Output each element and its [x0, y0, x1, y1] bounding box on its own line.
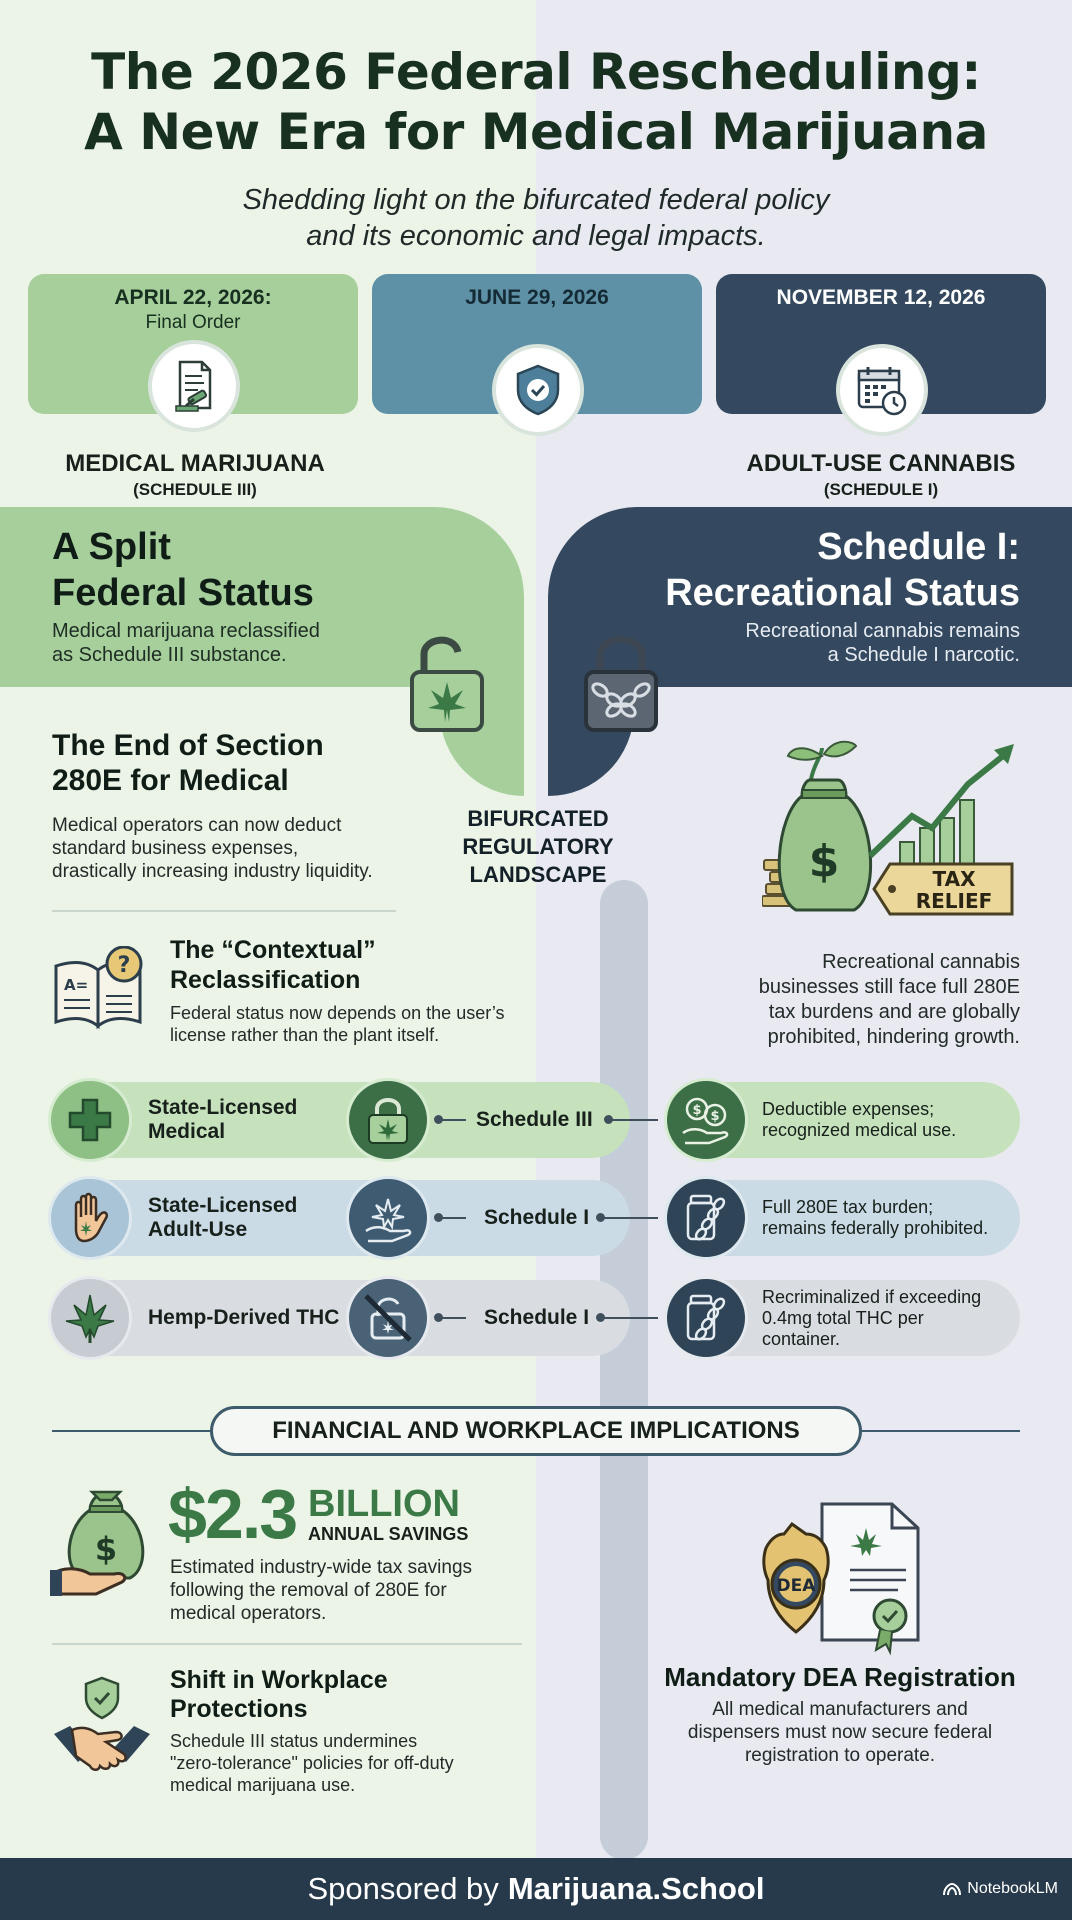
desc-line: Full 280E tax burden;	[762, 1197, 934, 1217]
label-line: Adult-Use	[148, 1218, 248, 1241]
section-280e-text	[52, 814, 373, 883]
contextual-heading	[170, 935, 376, 995]
shield-check-icon	[492, 344, 584, 436]
text-line: businesses still face full 280E	[758, 976, 1020, 998]
adult-schedule: (SCHEDULE I)	[823, 480, 939, 499]
savings-unit: BILLION	[308, 1483, 460, 1525]
timeline-date: APRIL 22, 2026:	[114, 286, 272, 309]
dea-badge-certificate-icon	[758, 1500, 928, 1665]
open-padlock-leaf-icon	[406, 628, 488, 741]
notebooklm-watermark	[942, 1858, 1058, 1920]
medical-label: MEDICAL MARIJUANA	[65, 450, 325, 477]
schedule-one-text	[745, 619, 1020, 667]
sponsor-prefix: Sponsored by	[307, 1871, 499, 1906]
recreational-burden-text	[700, 950, 1020, 1050]
money-bag-hand-icon	[50, 1486, 154, 1603]
adult-category-label	[720, 450, 1042, 500]
row-label	[148, 1280, 339, 1356]
adult-label: ADULT-USE CANNABIS	[746, 450, 1016, 477]
label-line: State-Licensed	[148, 1096, 298, 1119]
desc-line: container.	[762, 1328, 841, 1349]
financial-section-heading: FINANCIAL AND WORKPLACE IMPLICATIONS	[210, 1406, 862, 1456]
chained-bottle-icon	[664, 1276, 748, 1360]
text-line: Recreational cannabis	[822, 951, 1020, 973]
heading-line: Schedule I:	[817, 526, 1020, 568]
medical-category-label	[40, 450, 350, 500]
schedule-one-heading	[665, 524, 1020, 616]
text-line: tax burdens and are globally	[768, 1001, 1020, 1023]
timeline-subtext: Final Order	[145, 312, 241, 333]
text-line: Federal status now depends on the user’s	[170, 1003, 505, 1023]
text-line: a Schedule I narcotic.	[827, 644, 1020, 666]
svg-text:$: $	[710, 1109, 720, 1124]
hand-holding-leaf-icon	[346, 1176, 430, 1260]
text-line: as Schedule III substance.	[52, 644, 287, 666]
connector-dot	[596, 1213, 605, 1222]
timeline-card-april	[28, 274, 358, 414]
row-state-licensed-adult-use	[52, 1180, 1020, 1256]
sponsor-footer	[0, 1858, 1072, 1920]
book-label: A=	[64, 976, 89, 994]
chained-bottle-icon	[664, 1176, 748, 1260]
row-label	[148, 1082, 297, 1158]
label-line: State-Licensed	[148, 1194, 298, 1217]
title-line-1: The 2026 Federal Rescheduling:	[91, 43, 981, 101]
gavel-document-icon	[148, 340, 240, 432]
desc-line: recognized medical use.	[762, 1120, 957, 1140]
tax-relief-tag-line-1: TAX	[932, 867, 976, 891]
row-schedule: Schedule I	[484, 1206, 590, 1229]
row-hemp-derived-thc	[52, 1280, 1020, 1356]
savings-amount: $2.3	[168, 1475, 297, 1553]
tax-relief-tag-line-2: RELIEF	[915, 889, 993, 913]
hand-leaf-icon	[48, 1176, 132, 1260]
heading-line: Federal Status	[52, 572, 314, 614]
heading-line: 280E for Medical	[52, 764, 289, 797]
split-status-heading	[52, 524, 314, 616]
label-line: LANDSCAPE	[469, 862, 607, 887]
row-description	[762, 1180, 1012, 1256]
heading-line: Protections	[170, 1695, 308, 1723]
open-book-question-icon	[50, 946, 150, 1037]
text-line: dispensers must now secure federal	[687, 1722, 993, 1743]
section-280e-heading	[52, 728, 324, 798]
row-state-licensed-medical	[52, 1082, 1020, 1158]
svg-text:?: ?	[117, 953, 131, 978]
medical-cross-icon	[48, 1078, 132, 1162]
dea-badge-text: DEA	[776, 1576, 816, 1596]
sponsor-link[interactable]: Marijuana.School	[507, 1871, 765, 1906]
dea-heading: Mandatory DEA Registration	[664, 1662, 1016, 1692]
timeline-card-june	[372, 274, 702, 414]
text-line: standard business expenses,	[52, 838, 299, 859]
text-line: drastically increasing industry liquidity.	[52, 861, 373, 882]
row-schedule: Schedule I	[484, 1306, 590, 1329]
locked-leaf-icon	[346, 1078, 430, 1162]
desc-line: remains federally prohibited.	[762, 1218, 989, 1238]
text-line: All medical manufacturers and	[712, 1699, 968, 1720]
bifurcated-landscape-label	[440, 805, 636, 889]
text-line: following the removal of 280E for	[170, 1580, 447, 1601]
text-line: medical marijuana use.	[170, 1775, 356, 1795]
connector-dot	[434, 1115, 443, 1124]
desc-line: Deductible expenses;	[762, 1099, 935, 1119]
text-line: Recreational cannabis remains	[745, 620, 1020, 642]
text-line: medical operators.	[170, 1603, 327, 1624]
medical-schedule: (SCHEDULE III)	[133, 480, 257, 499]
text-line: Schedule III status undermines	[170, 1731, 418, 1751]
workplace-heading	[170, 1666, 388, 1724]
svg-text:$: $	[692, 1103, 702, 1118]
connector-dot	[604, 1115, 613, 1124]
connector-line	[608, 1119, 658, 1121]
tax-relief-illustration	[762, 736, 1024, 927]
subtitle-line-1: Shedding light on the bifurcated federal policy	[242, 184, 830, 216]
savings-text	[170, 1556, 472, 1625]
handshake-shield-icon	[50, 1674, 154, 1783]
heading-line: The “Contextual”	[170, 936, 376, 964]
heading-line: Shift in Workplace	[170, 1666, 388, 1694]
connector-dot	[434, 1313, 443, 1322]
svg-text:$: $	[94, 1530, 118, 1568]
svg-text:$: $	[808, 836, 840, 887]
contextual-text	[170, 1002, 505, 1046]
watermark-text: NotebookLM	[967, 1880, 1058, 1897]
coins-hand-icon	[664, 1078, 748, 1162]
text-line: Estimated industry-wide tax savings	[170, 1557, 473, 1578]
label-line: Medical	[148, 1120, 226, 1143]
page-subtitle	[0, 182, 1072, 254]
title-line-2: A New Era for Medical Marijuana	[84, 103, 988, 161]
savings-label: ANNUAL SAVINGS	[308, 1524, 469, 1544]
text-line: registration to operate.	[744, 1745, 936, 1766]
timeline-date: NOVEMBER 12, 2026	[776, 286, 986, 309]
desc-line: 0.4mg total THC per	[762, 1307, 924, 1328]
text-line: license rather than the plant itself.	[170, 1025, 440, 1045]
connector-line	[600, 1217, 658, 1219]
page-title	[0, 42, 1072, 162]
heading-line: Recreational Status	[665, 572, 1020, 614]
sponsor-text	[0, 1858, 1072, 1920]
row-schedule: Schedule III	[476, 1108, 593, 1131]
label-line: Hemp-Derived THC	[148, 1306, 340, 1329]
workplace-text	[170, 1730, 454, 1796]
section-divider	[52, 910, 396, 912]
notebooklm-logo-icon	[942, 1882, 962, 1896]
timeline-card-november	[716, 274, 1046, 414]
label-line: BIFURCATED	[467, 806, 609, 831]
heading-line: The End of Section	[52, 729, 324, 762]
text-line: prohibited, hindering growth.	[767, 1026, 1020, 1048]
label-line: REGULATORY	[462, 834, 614, 859]
subtitle-line-2: and its economic and legal impacts.	[306, 220, 766, 252]
connector-line	[600, 1317, 658, 1319]
text-line: Medical operators can now deduct	[52, 815, 342, 836]
row-description	[762, 1280, 1012, 1356]
dea-text	[640, 1698, 1040, 1767]
heading-line: A Split	[52, 526, 171, 568]
desc-line: Recriminalized if exceeding	[762, 1286, 982, 1307]
hemp-leaf-icon	[48, 1276, 132, 1360]
split-status-text	[52, 619, 320, 667]
connector-dot	[434, 1213, 443, 1222]
text-line: "zero-tolerance" policies for off-duty	[170, 1753, 454, 1773]
row-description	[762, 1082, 1012, 1158]
connector-dot	[596, 1313, 605, 1322]
heading-line: Reclassification	[170, 966, 361, 994]
text-line: Medical marijuana reclassified	[52, 620, 320, 642]
prohibited-lock-icon	[346, 1276, 430, 1360]
chained-padlock-icon	[580, 628, 662, 741]
timeline-date: JUNE 29, 2026	[465, 286, 609, 309]
calendar-clock-icon	[836, 344, 928, 436]
section-divider	[52, 1643, 522, 1645]
row-label	[148, 1180, 297, 1256]
